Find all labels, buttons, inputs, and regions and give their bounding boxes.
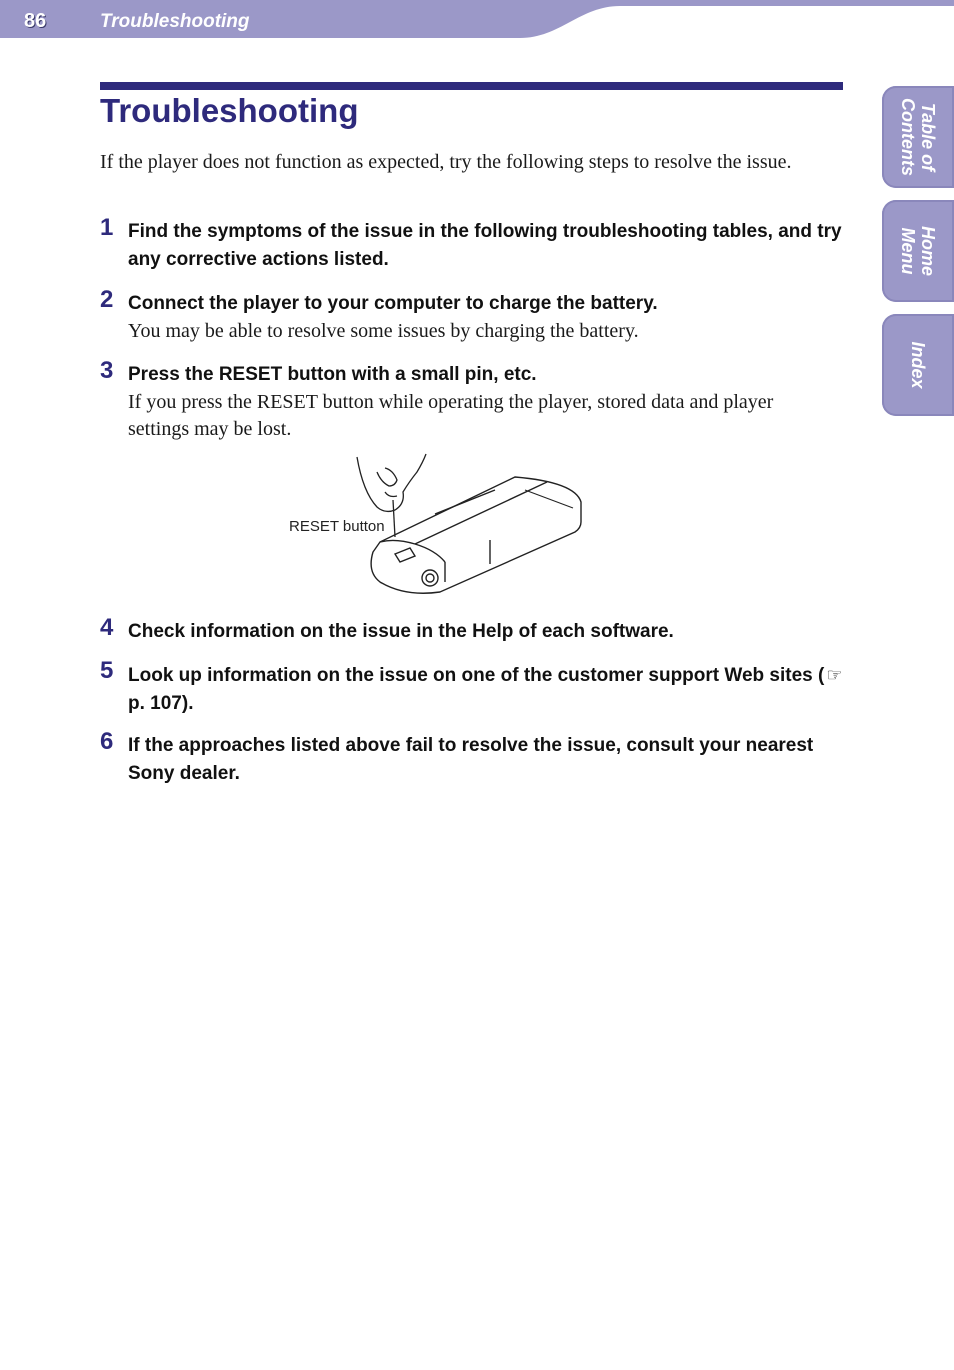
step-body: If you press the RESET button while operating the player, stored data and player settings may be lost. bbox=[128, 391, 774, 440]
step-heading: Find the symptoms of the issue in the following troubleshooting tables, and try any corrective actions listed. bbox=[128, 221, 842, 270]
tab-label: Index bbox=[908, 341, 928, 389]
step-5 bbox=[100, 657, 845, 718]
step-number: 6 bbox=[100, 728, 114, 755]
step-number: 4 bbox=[100, 614, 114, 641]
step-heading: Check information on the issue in the Help of each software. bbox=[128, 621, 674, 642]
step-heading bbox=[128, 661, 845, 718]
step-heading: If the approaches listed above fail to resolve the issue, consult your nearest Sony dealer. bbox=[128, 735, 814, 784]
step-number: 1 bbox=[100, 214, 114, 241]
step-heading-text: Look up information on the issue on one of the customer support Web sites ( bbox=[128, 665, 825, 686]
tab-home-menu[interactable] bbox=[882, 200, 954, 302]
tab-index[interactable] bbox=[882, 314, 954, 416]
step-2 bbox=[100, 286, 845, 345]
tab-table-of-contents[interactable] bbox=[882, 86, 954, 188]
step-6 bbox=[100, 728, 845, 788]
figure-label: RESET button bbox=[289, 518, 385, 535]
step-4 bbox=[100, 614, 845, 646]
page-reference-link[interactable]: p. 107). bbox=[128, 693, 194, 714]
step-3 bbox=[100, 357, 845, 443]
tab-label: Home Menu bbox=[898, 225, 938, 276]
title-rule bbox=[100, 82, 843, 90]
step-number: 2 bbox=[100, 286, 114, 313]
page-number: 86 bbox=[24, 10, 47, 32]
step-heading: Press the RESET button with a small pin, etc. bbox=[128, 364, 537, 385]
step-body: You may be able to resolve some issues by charging the battery. bbox=[128, 320, 639, 342]
intro-paragraph: If the player does not function as expected, try the following steps to resolve the issue. bbox=[100, 151, 792, 173]
pointing-hand-icon: ☞ bbox=[826, 665, 843, 685]
page-title: Troubleshooting bbox=[100, 92, 359, 129]
header-section-title: Troubleshooting bbox=[100, 11, 250, 32]
step-1 bbox=[100, 214, 845, 274]
step-number: 5 bbox=[100, 657, 114, 684]
reset-button-illustration bbox=[285, 452, 590, 597]
step-heading: Connect the player to your computer to charge the battery. bbox=[128, 293, 658, 314]
tab-label: Table of Contents bbox=[898, 98, 938, 176]
step-number: 3 bbox=[100, 357, 114, 384]
